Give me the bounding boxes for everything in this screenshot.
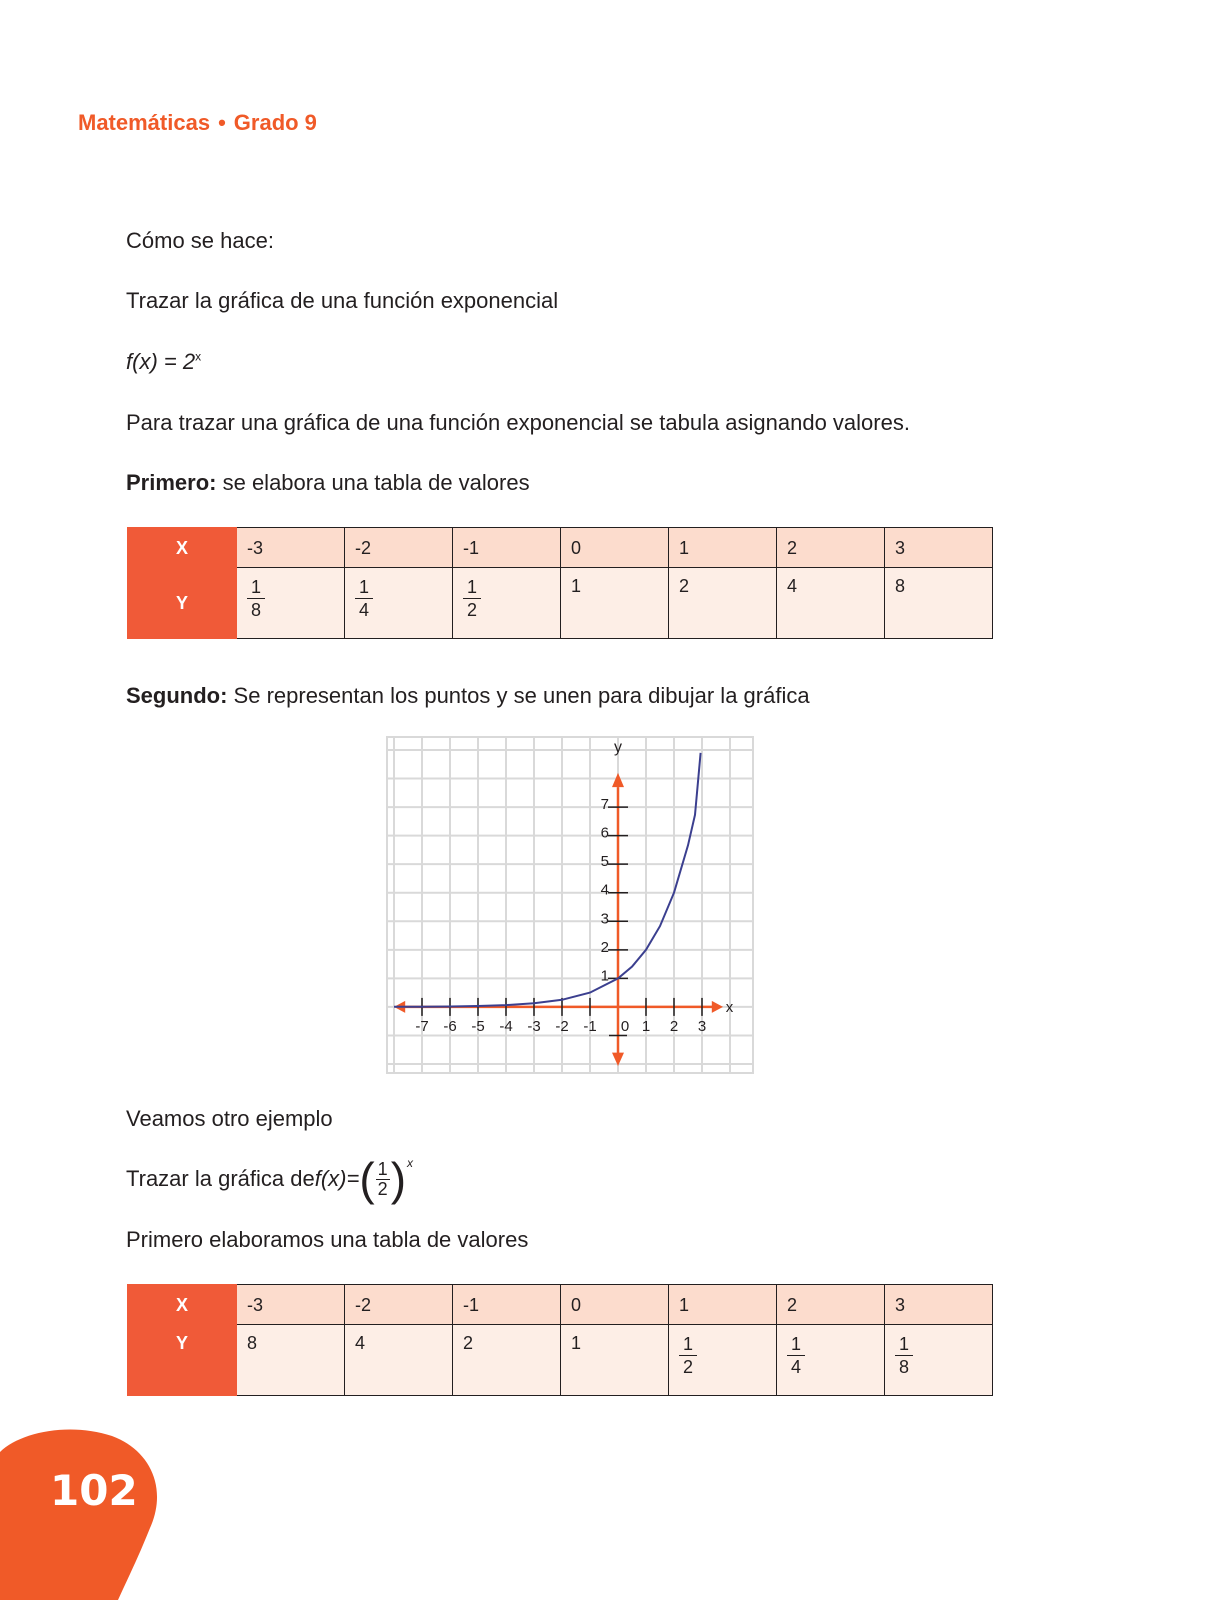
fraction-denominator: 2 [377,1178,388,1199]
second-step-text: Se representan los puntos y se unen para dibujar la gráfica [227,683,810,708]
y-denominator: 2 [683,1357,694,1377]
left-paren: ( [359,1153,375,1205]
y-value: 8 [895,576,906,596]
x-tick-label: -1 [583,1017,597,1035]
x-cell: 0 [561,528,669,568]
x-row [128,528,993,568]
y-cell [561,568,669,639]
exponential-graph [386,736,754,1074]
y-tick-label: 5 [600,853,609,871]
y-cell [453,568,561,639]
y-cell [777,1325,885,1396]
y-fraction [895,1333,913,1378]
x-cell: -3 [237,1285,345,1325]
y-value: 8 [247,1333,258,1353]
y-row [128,568,993,639]
y-tick-label: 6 [600,824,609,842]
x-axis-label: x [725,998,734,1016]
x-cell: -3 [237,528,345,568]
example2-base [359,1153,414,1205]
y-fraction [355,576,373,621]
y-tick-label: 7 [600,796,609,814]
y-cell [561,1325,669,1396]
y-tick-label: 3 [600,910,609,928]
y-value: 4 [787,576,798,596]
y-cell [885,1325,993,1396]
y-cell [777,568,885,639]
example2-func: f(x)= [314,1166,360,1191]
y-numerator: 1 [895,1333,913,1356]
y-tick-label: 2 [600,938,609,956]
x-tick-label: -6 [443,1017,457,1035]
y-value: 1 [571,576,582,596]
x-cell: -1 [453,528,561,568]
y-cell [885,568,993,639]
example2-exponent: x [407,1156,414,1170]
x-cell: -1 [453,1285,561,1325]
example2-intro: Veamos otro ejemplo [126,1106,333,1131]
y-value: 1 [571,1333,582,1353]
example2-title [126,1152,413,1206]
x-tick-label: -3 [527,1017,541,1035]
x-cell: 0 [561,1285,669,1325]
y-fraction [247,576,265,621]
y-denominator: 4 [791,1357,802,1377]
y-value: 2 [679,576,690,596]
fraction-numerator: 1 [377,1158,388,1179]
x-cell: 2 [777,528,885,568]
example2-table-intro: Primero elaboramos una tabla de valores [126,1227,529,1252]
second-step [126,683,810,709]
page-header [78,110,317,136]
x-tick-label: 2 [669,1017,679,1035]
header-bullet: • [218,110,226,135]
x-cell: -2 [345,528,453,568]
y-numerator: 1 [355,576,373,599]
y-numerator: 1 [247,576,265,599]
y-cell [237,1325,345,1396]
first-step-text: se elabora una tabla de valores [216,470,530,495]
y-value: 2 [463,1333,474,1353]
x-header: X [128,528,237,568]
y-denominator: 8 [251,600,262,620]
x-row [128,1285,993,1325]
y-cell [453,1325,561,1396]
x-tick-label: -5 [471,1017,485,1035]
y-axis-label: y [614,739,622,756]
y-cell [669,1325,777,1396]
y-cell [345,1325,453,1396]
example2-title-prefix: Trazar la gráfica de [126,1166,315,1191]
y-row [128,1325,993,1396]
grade-label: Grado 9 [233,110,317,135]
example2-fraction [376,1160,390,1199]
y-denominator: 4 [359,600,370,620]
y-value: 4 [355,1333,366,1353]
x-cell: 3 [885,1285,993,1325]
y-tick-label: 1 [600,967,609,985]
x-cell: 1 [669,1285,777,1325]
y-denominator: 8 [899,1357,910,1377]
page-number: 102 [50,1466,138,1515]
x-cell: 3 [885,528,993,568]
second-step-label: Segundo: [126,683,228,708]
y-fraction [787,1333,805,1378]
first-step-label: Primero: [126,470,217,495]
values-table-2 [127,1284,993,1396]
y-cell [237,568,345,639]
y-fraction [463,576,481,621]
x-cell: 1 [669,528,777,568]
values-table-1 [127,527,993,639]
section-title: Trazar la gráfica de una función exponencial [126,288,559,313]
x-cell: 2 [777,1285,885,1325]
x-tick-label: -7 [415,1017,429,1035]
page-number-badge [0,1428,160,1600]
x-tick-label: 1 [641,1017,651,1035]
y-numerator: 1 [787,1333,805,1356]
x-tick-label: -2 [555,1017,569,1035]
formula-exponent: x [195,349,202,364]
y-denominator: 2 [467,600,478,620]
how-heading: Cómo se hace: [126,228,274,253]
y-cell [669,568,777,639]
x-header: X [128,1285,237,1325]
y-numerator: 1 [463,576,481,599]
y-fraction [679,1333,697,1378]
intro-paragraph: Para trazar una gráfica de una función exponencial se tabula asignando valores. [126,410,910,435]
x-tick-label: 0 [620,1017,630,1035]
first-step [126,470,530,496]
subject-label: Matemáticas [78,110,211,135]
y-tick-label: 4 [600,881,609,899]
y-cell [345,568,453,639]
formula-line [126,349,201,375]
y-header: Y [128,1325,237,1396]
formula-base: f(x) = 2 [126,349,196,374]
x-tick-label: 3 [697,1017,707,1035]
x-tick-label: -4 [499,1017,513,1035]
y-header: Y [128,568,237,639]
x-cell: -2 [345,1285,453,1325]
y-numerator: 1 [679,1333,697,1356]
right-paren: ) [390,1153,407,1205]
